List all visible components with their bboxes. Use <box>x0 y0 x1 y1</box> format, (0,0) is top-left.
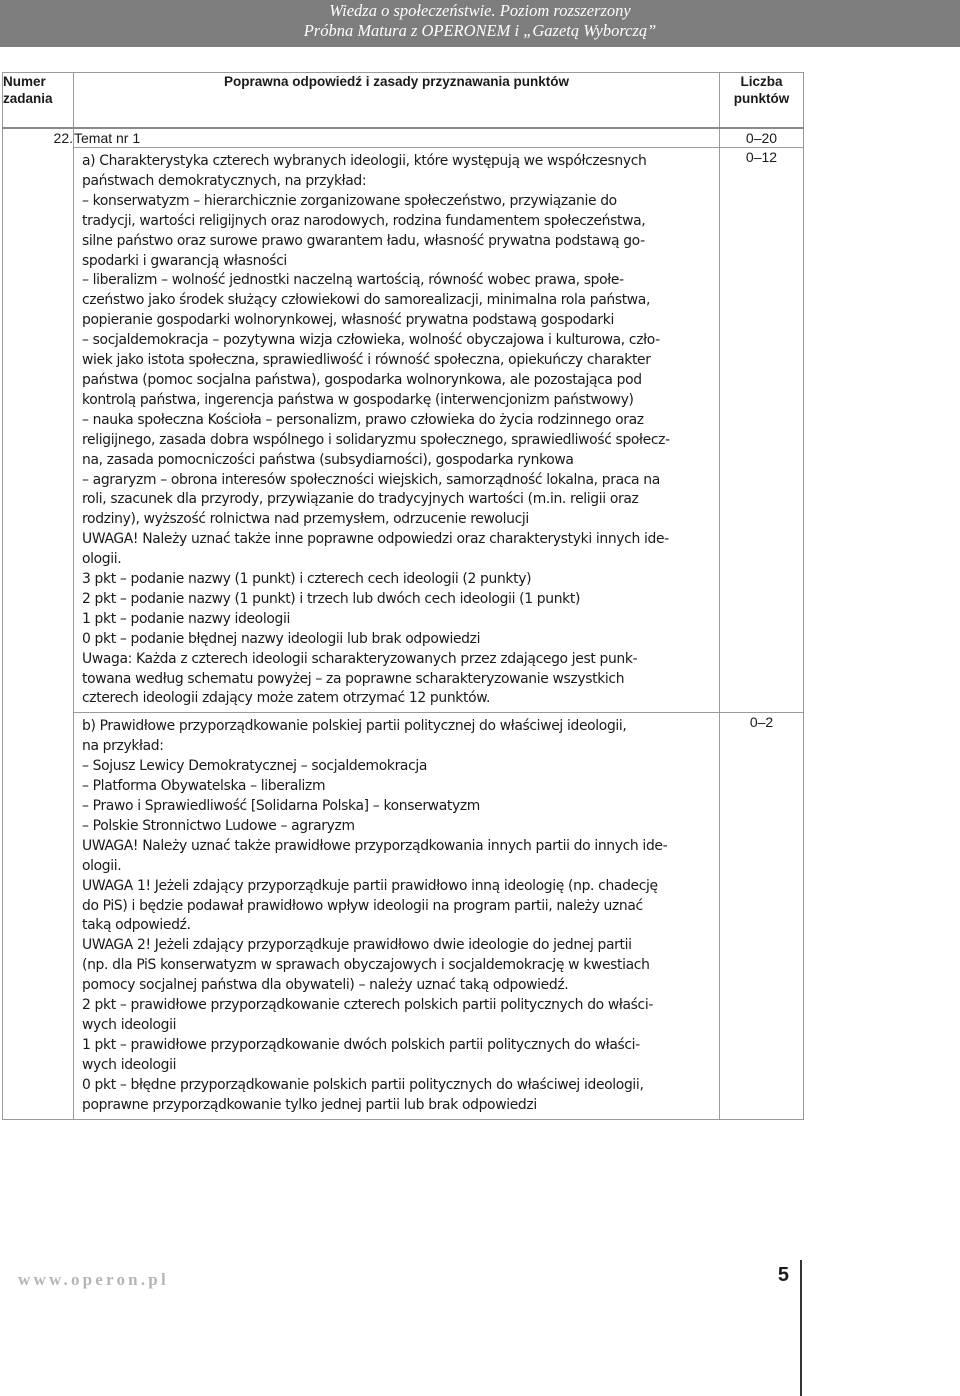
answer-line: spodarki i gwarancją własności <box>82 252 287 269</box>
answer-line: UWAGA! Należy uznać także inne poprawne odpowiedzi oraz charakterystyki innych ide- <box>82 531 669 548</box>
part-b-answer <box>74 713 720 1119</box>
answer-line: UWAGA! Należy uznać także prawidłowe przyporządkowania innych partii do innych ide- <box>82 837 668 854</box>
table-header-row <box>3 73 804 129</box>
answer-line: państwa (pomoc socjalna państwa), gospodarka wolnorynkowa, ale pozostająca pod <box>82 371 642 388</box>
answer-line: ologii. <box>82 551 122 568</box>
column-header-number <box>3 73 74 129</box>
part-b-row <box>3 713 804 1119</box>
answer-line: silne państwo oraz surowe prawo gwarantem ładu, własność prywatna podstawą go- <box>82 232 645 249</box>
answer-line: tradycji, wartości religijnych oraz narodowych, rodzina fundamentem społeczeństwa, <box>82 212 646 229</box>
answer-line: wiek jako istota społeczna, sprawiedliwość i równość społeczna, opiekuńczy charakter <box>82 352 651 369</box>
answer-line: 2 pkt – prawidłowe przyporządkowanie czterech polskich partii politycznych do właści- <box>82 997 653 1014</box>
answer-key-table <box>2 72 804 1120</box>
answer-line: roli, szacunek dla przyrody, przywiązanie do tradycyjnych wartości (m.in. religii oraz <box>82 491 639 508</box>
task-topic-row <box>3 128 804 148</box>
task-total-points: 0–20 <box>720 128 804 148</box>
answer-line: państwach demokratycznych, na przykład: <box>82 172 367 189</box>
answer-line: 1 pkt – podanie nazwy ideologii <box>82 610 290 627</box>
answer-line: – Sojusz Lewicy Demokratycznej – socjaldemokracja <box>82 758 428 775</box>
answer-line: b) Prawidłowe przyporządkowanie polskiej partii politycznej do właściwej ideologii, <box>82 718 627 735</box>
answer-line: UWAGA 1! Jeżeli zdający przyporządkuje partii prawidłowo inną ideologię (np. chadecję <box>82 877 658 894</box>
answer-line: – Prawo i Sprawiedliwość [Solidarna Polska] – konserwatyzm <box>82 798 480 814</box>
answer-line: ologii. <box>82 857 122 874</box>
part-b-text <box>74 713 719 1118</box>
answer-line: wych ideologii <box>82 1056 177 1073</box>
page-header-banner <box>0 0 960 47</box>
answer-line: taką odpowiedź. <box>82 917 191 934</box>
answer-line: czeństwo jako środek służący człowiekowi do samorealizacji, minimalna rola państwa, <box>82 292 651 309</box>
answer-line: – agraryzm – obrona interesów społeczności wiejskich, samorządność lokalna, praca na <box>82 471 660 488</box>
part-a-answer <box>74 148 720 713</box>
answer-line: a) Charakterystyka czterech wybranych ideologii, które występują we współczesnych <box>82 153 647 169</box>
answer-line: UWAGA 2! Jeżeli zdający przyporządkuje prawidłowo dwie ideologie do jednej partii <box>82 937 632 954</box>
answer-line: (np. dla PiS konserwatyzm w sprawach obyczajowych i socjaldemokrację w kwestiach <box>82 957 650 974</box>
column-header-answer: Poprawna odpowiedź i zasady przyznawania punktów <box>74 73 720 129</box>
answer-line: kontrolą państwa, ingerencja państwa w gospodarkę (interwencjonizm państwowy) <box>82 391 634 408</box>
part-a-text <box>74 148 719 712</box>
task-topic: Temat nr 1 <box>74 128 720 148</box>
answer-line: – Platforma Obywatelska – liberalizm <box>82 778 326 795</box>
column-header-number-line1: Numer <box>3 74 46 89</box>
part-b-points: 0–2 <box>720 713 804 1119</box>
answer-line: Uwaga: Każda z czterech ideologii scharakteryzowanych przez zdającego jest punk- <box>82 650 638 667</box>
header-exam-line: Próbna Matura z OPERONEM i „Gazetą Wyborczą” <box>303 21 657 40</box>
column-header-points-line2: punktów <box>733 91 790 106</box>
answer-line: pomocy socjalnej państwa dla obywateli) – należy uznać taką odpowiedź. <box>82 977 569 994</box>
column-header-points-line1: Liczba <box>740 74 783 89</box>
answer-line: czterech ideologii zdający może zatem otrzymać 12 punktów. <box>82 690 491 707</box>
part-a-row <box>3 148 804 713</box>
answer-line: 1 pkt – prawidłowe przyporządkowanie dwóch polskich partii politycznych do właści- <box>82 1036 640 1053</box>
footer-website: www.operon.pl <box>18 1270 169 1289</box>
answer-line: poprawne przyporządkowanie tylko jednej partii lub brak odpowiedzi <box>82 1096 537 1113</box>
answer-line: rodziny), wyższość rolnictwa nad przemysłem, odrzucenie rewolucji <box>82 511 529 528</box>
footer-divider <box>800 1260 802 1396</box>
answer-line: – konserwatyzm – hierarchicznie zorganizowane społeczeństwo, przywiązanie do <box>82 192 617 209</box>
page-number: 5 <box>777 1264 789 1286</box>
answer-line: – liberalizm – wolność jednostki naczelną wartością, równość wobec prawa, społe- <box>82 272 624 289</box>
answer-line: – Polskie Stronnictwo Ludowe – agraryzm <box>82 817 355 834</box>
answer-line: religijnego, zasada dobra wspólnego i solidaryzmu społecznego, sprawiedliwość społecz- <box>82 431 670 448</box>
header-subject-line: Wiedza o społeczeństwie. Poziom rozszerzony <box>329 1 631 20</box>
answer-line: 3 pkt – podanie nazwy (1 punkt) i czterech cech ideologii (2 punkty) <box>82 571 532 588</box>
answer-line: wych ideologii <box>82 1016 177 1033</box>
answer-line: 0 pkt – błędne przyporządkowanie polskich partii politycznych do właściwej ideologii, <box>82 1076 644 1093</box>
answer-line: – socjaldemokracja – pozytywna wizja człowieka, wolność obyczajowa i kulturowa, czło- <box>82 332 660 349</box>
answer-line: – nauka społeczna Kościoła – personalizm, prawo człowieka do życia rodzinnego oraz <box>82 411 644 428</box>
answer-line: 2 pkt – podanie nazwy (1 punkt) i trzech lub dwóch cech ideologii (1 punkt) <box>82 590 581 607</box>
answer-line: do PiS) i będzie podawał prawidłowo wpływ ideologii na program partii, należy uznać <box>82 897 643 914</box>
answer-line: popieranie gospodarki wolnorynkowej, własność prywatna podstawą gospodarki <box>82 312 614 329</box>
column-header-points <box>720 73 804 129</box>
answer-line: towana według schematu powyżej – za poprawne scharakteryzowanie wszystkich <box>82 670 625 687</box>
answer-line: na przykład: <box>82 738 164 755</box>
task-number: 22. <box>3 128 74 1119</box>
answer-line: 0 pkt – podanie błędnej nazwy ideologii lub brak odpowiedzi <box>82 630 481 647</box>
column-header-number-line2: zadania <box>3 91 53 106</box>
part-a-points: 0–12 <box>720 148 804 713</box>
answer-line: na, zasada pomocniczości państwa (subsydiarności), gospodarka rynkowa <box>82 451 574 468</box>
